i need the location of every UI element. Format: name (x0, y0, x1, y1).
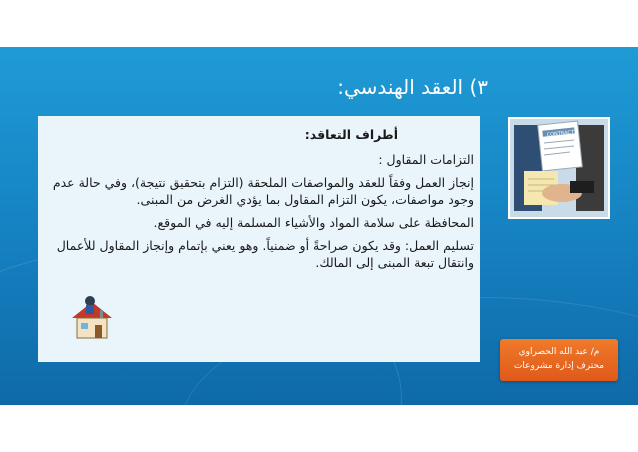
author-badge (500, 339, 618, 381)
paragraph-materials-safety: المحافظة على سلامة المواد والأشياء المسلمة إليه في الموقع. (153, 215, 474, 230)
section-heading: أطراف التعاقد: (304, 127, 398, 142)
contract-label: CONTRACT (546, 129, 575, 139)
paragraph-work-completion: إنجاز العمل وفقاً للعقد والمواصفات الملحقة (التزام بتحقيق نتيجة)، وفي حالة عدم وجود مواصفات، يكون التزام المقاول بما يؤدي الغرض من المبنى. (52, 175, 474, 207)
paragraph-work-delivery: تسليم العمل: وقد يكون صراحةً أو ضمنياً. وهو يعني بإتمام وإنجاز المقاول للأعمال وانتقال تبعة المبنى إلى المالك. (56, 238, 474, 270)
content-box (38, 116, 480, 362)
slide-title: ٣) العقد الهندسي: (337, 75, 488, 99)
contract-handshake-image (508, 117, 610, 219)
author-name: م/ عبد الله الحصراوي (518, 347, 600, 357)
slide (0, 47, 638, 405)
author-title: محترف إدارة مشروعات (513, 361, 605, 371)
paragraph-contractor-obligations: التزامات المقاول : (378, 152, 474, 167)
builder-house-icon (66, 292, 118, 344)
